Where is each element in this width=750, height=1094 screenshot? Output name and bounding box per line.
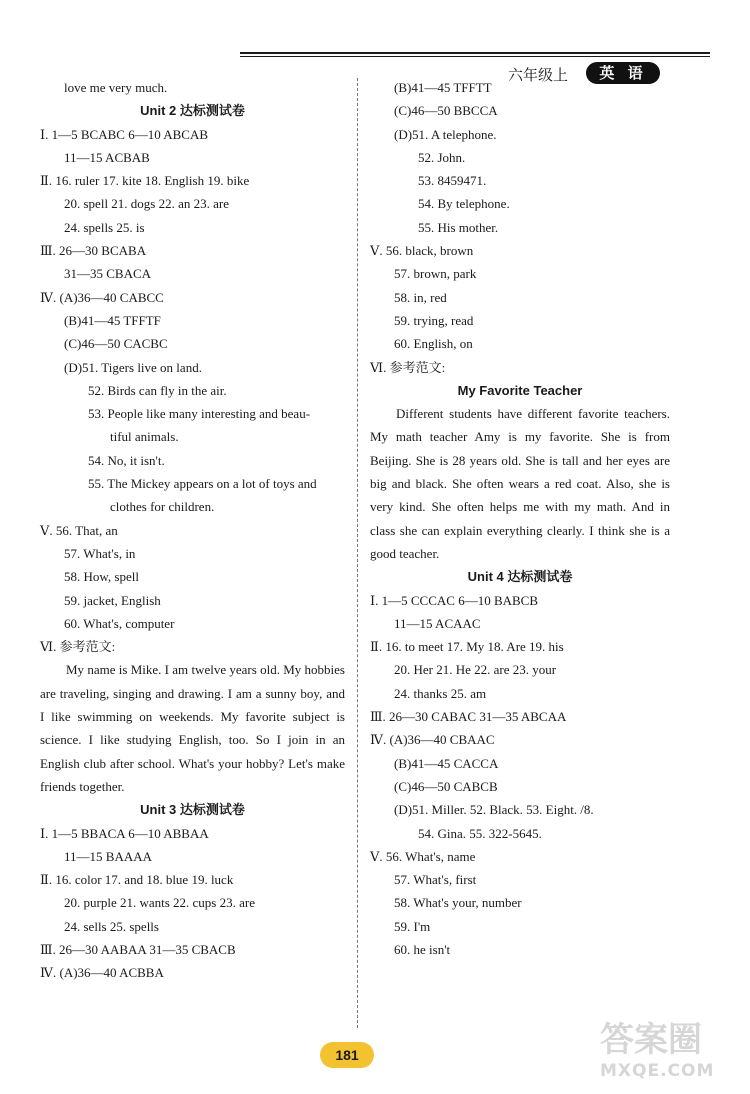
grade-label: 六年级上 (508, 66, 569, 84)
answer-line: 58. What's your, number (394, 895, 522, 911)
answer-line: 24. sells 25. spells (64, 918, 159, 934)
answer-line: 54. No, it isn't. (88, 452, 165, 468)
answer-line: (C)46—50 BBCCA (394, 103, 498, 119)
answer-line: 57. What's, in (64, 545, 136, 561)
answer-line: Ⅰ. 1—5 CCCAC 6—10 BABCB (370, 592, 539, 608)
answer-line: Ⅲ. 26—30 AABAA 31—35 CBACB (40, 941, 236, 957)
answer-line: 57. What's, first (394, 872, 477, 888)
answer-line: 53. 8459471. (418, 173, 487, 189)
answer-line: Ⅱ. 16. ruler 17. kite 18. English 19. bike (40, 173, 250, 189)
page-header (0, 30, 750, 84)
answer-line: 53. People like many interesting and beau- (88, 406, 311, 422)
answer-line: 60. English, on (394, 336, 473, 352)
answer-line: Ⅴ. 56. What's, name (370, 848, 476, 864)
essay-paragraph: My name is Mike. I am twelve years old. My hobbies are traveling, singing and drawing. I am a sunny boy, and I like swimming on weekends. My favorite subject is science. I like studying English, too. So I join in an English club after school. What's your hobby? Let's make friends together. (40, 662, 345, 794)
answer-line: (D)51. Tigers live on land. (64, 359, 202, 375)
answer-line: 24. spells 25. is (64, 219, 145, 235)
answer-line: 20. spell 21. dogs 22. an 23. are (64, 196, 230, 212)
subject-badge: 英 语 (586, 62, 660, 84)
answer-line: 11—15 BAAAA (64, 848, 152, 864)
answer-line: 59. I'm (394, 918, 431, 934)
answer-line: (B)41—45 CACCA (394, 755, 499, 771)
header-rule (240, 52, 710, 54)
answer-line: 58. in, red (394, 289, 447, 305)
unit-heading: Unit 2 达标测试卷 (140, 103, 245, 119)
answer-line: 20. Her 21. He 22. are 23. your (394, 662, 557, 678)
answer-line: 60. What's, computer (64, 615, 175, 631)
answer-line: 54. Gina. 55. 322-5645. (418, 825, 542, 841)
answer-line: 11—15 ACAAC (394, 615, 481, 631)
answer-line: 59. jacket, English (64, 592, 161, 608)
watermark-site-text: MXQE.COM (600, 1061, 715, 1081)
answer-line: Ⅴ. 56. That, an (40, 522, 118, 538)
answer-line: (D)51. A telephone. (394, 126, 497, 142)
answer-line: Ⅳ. (A)36—40 CBAAC (370, 732, 495, 748)
answer-line: 55. His mother. (418, 219, 499, 235)
answer-line: 31—35 CBACA (64, 266, 152, 282)
answer-line: (B)41—45 TFFTF (64, 312, 161, 328)
answer-line: 20. purple 21. wants 22. cups 23. are (64, 895, 255, 911)
answer-line: 11—15 ACBAB (64, 149, 150, 165)
answer-line: 55. The Mickey appears on a lot of toys and (88, 476, 317, 492)
answer-line: Ⅰ. 1—5 BCABC 6—10 ABCAB (40, 126, 209, 142)
unit-heading: Unit 3 达标测试卷 (140, 802, 245, 818)
answer-line: Ⅰ. 1—5 BBACA 6—10 ABBAA (40, 825, 209, 841)
answer-line: Ⅱ. 16. to meet 17. My 18. Are 19. his (370, 639, 564, 655)
answer-line: 57. brown, park (394, 266, 477, 282)
answer-line: 24. thanks 25. am (394, 685, 487, 701)
watermark-logo-text: 答案圈 (600, 1020, 702, 1060)
answer-line: (C)46—50 CABCB (394, 778, 498, 794)
answer-line: love me very much. (64, 80, 168, 95)
answer-line: Ⅲ. 26—30 BCABA (40, 243, 147, 259)
answer-line: clothes for children. (110, 499, 215, 515)
answer-line: Ⅳ. (A)36—40 CABCC (40, 289, 164, 305)
answer-line: 52. Birds can fly in the air. (88, 382, 227, 398)
column-divider (357, 78, 358, 1028)
answer-line: Ⅳ. (A)36—40 ACBBA (40, 965, 164, 981)
answer-line: Ⅴ. 56. black, brown (370, 243, 474, 259)
answer-line: 59. trying, read (394, 312, 474, 328)
answer-line: Ⅵ. 参考范文: (370, 359, 446, 375)
page-number: 181 (320, 1042, 374, 1068)
left-column (40, 76, 345, 985)
answer-line: (C)46—50 CACBC (64, 336, 168, 352)
answer-line: 60. he isn't (394, 941, 451, 957)
answer-line: 52. John. (418, 149, 466, 165)
answer-line: 54. By telephone. (418, 196, 510, 212)
watermark (600, 1012, 714, 1081)
answer-line: (B)41—45 TFFTT (394, 80, 492, 95)
essay-title: My Favorite Teacher (457, 382, 583, 398)
essay-paragraph: Different students have different favorite teachers. My math teacher Amy is my favorite. She is from Beijing. She is 28 years old. She is tall and her eyes are big and black. She often wears a red coat. Also, she is very kind. She often helps me with my math. And in class she can explain everything clearly. I think she is a good teacher. (370, 406, 670, 561)
answer-line: 58. How, spell (64, 569, 139, 585)
unit-heading: Unit 4 达标测试卷 (467, 569, 573, 585)
header-rule-thin (240, 56, 710, 57)
answer-line: tiful animals. (110, 429, 179, 445)
answer-line: (D)51. Miller. 52. Black. 53. Eight. /8. (394, 802, 594, 818)
right-column (370, 76, 670, 961)
answer-line: Ⅱ. 16. color 17. and 18. blue 19. luck (40, 872, 234, 888)
answer-line: Ⅲ. 26—30 CABAC 31—35 ABCAA (370, 709, 567, 725)
answer-line: Ⅵ. 参考范文: (40, 639, 116, 655)
